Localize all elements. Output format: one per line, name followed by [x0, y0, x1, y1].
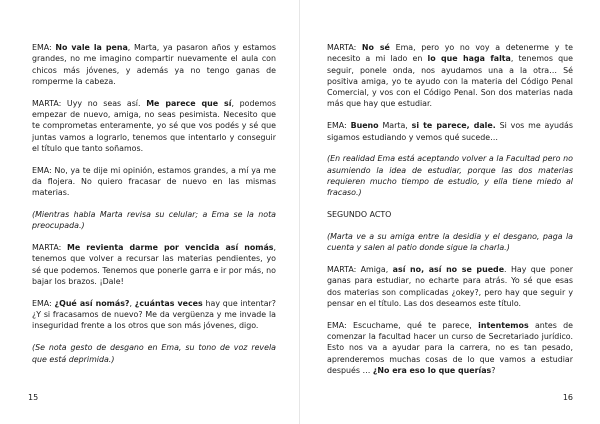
- paragraph: [327, 209, 573, 220]
- paragraph: [32, 209, 276, 232]
- text-run: EMA:: [32, 298, 55, 308]
- text-run: hay que intentar? ¿Y si fracasamos de nuevo? Me da vergüenza y me invade la inseguridad frente a los otros que son más jóvenes, digo.: [32, 298, 276, 331]
- stage-direction: (En realidad Ema está aceptando volver a la Facultad pero no asumiendo la idea de estudiar, porque las dos materias requieren mucho tiempo de estudio, y ella tiene miedo al fracaso.): [327, 154, 573, 198]
- right-page: [300, 0, 600, 424]
- text-run: MARTA:: [32, 243, 68, 253]
- stage-direction: (Mientras habla Marta revisa su celular; a Ema se la nota preocupada.): [32, 210, 276, 231]
- paragraph: [327, 153, 573, 198]
- text-run: ,: [129, 298, 135, 308]
- text-run: ?: [491, 365, 496, 375]
- paragraph: [32, 98, 276, 154]
- page-number-right: 16: [562, 393, 573, 402]
- paragraph: [327, 320, 573, 376]
- stage-direction: (Se nota gesto de desgano en Ema, su tono de voz revela que está deprimida.): [32, 343, 276, 364]
- page-number-left: 15: [28, 393, 39, 402]
- text-run: EMA: Escuchame, qué te parece,: [327, 320, 479, 330]
- text-run: antes de comenzar la facultad hacer un curso de Secretariado jurídico. Esto nos va a ayudar para la carrera, no es tan pesado, aprenderemos muchas cosas de lo que vamos a estudiar después …: [327, 320, 573, 375]
- paragraph: [32, 165, 276, 199]
- text-run: EMA:: [327, 121, 351, 131]
- text-run: SEGUNDO ACTO: [327, 210, 392, 220]
- paragraph: [327, 264, 573, 309]
- text-run: Ema, pero yo no voy a detenerme y te necesito a mi lado en: [327, 43, 573, 64]
- bold-text: así no, así no se puede: [392, 264, 505, 274]
- paragraph: [32, 242, 276, 287]
- bold-text: No vale la pena: [55, 43, 128, 52]
- text-run: MARTA: Uyy no seas así.: [32, 98, 147, 108]
- bold-text: Bueno: [350, 121, 379, 131]
- paragraph: [327, 231, 573, 254]
- paragraph: [32, 342, 276, 365]
- bold-text: si te parece, dale.: [411, 121, 496, 131]
- bold-text: ¿cuántas veces: [134, 298, 203, 308]
- text-run: , tenemos que seguir, ponele onda, nos ayudamos una a la otra… Sé positiva amiga, yo te ayudo con la materia del Código Penal Comercial, y vos con el Código Penal. Son dos materias nada más que hay que estudiar.: [327, 54, 573, 109]
- text-run: EMA: No, ya te dije mi opinión, estamos grandes, a mí ya me da flojera. No quiero fracasar de nuevo en las mismas materias.: [32, 165, 276, 198]
- text-run: MARTA: Amiga,: [327, 264, 393, 274]
- bold-text: ¿Qué así nomás?: [54, 298, 130, 308]
- paragraph: [327, 42, 573, 110]
- bold-text: No sé: [361, 43, 390, 52]
- paragraph: [32, 298, 276, 332]
- paragraph: [327, 120, 573, 143]
- bold-text: Me parece que sí: [146, 98, 232, 108]
- text-run: EMA:: [32, 43, 56, 52]
- paragraph: [32, 42, 276, 87]
- left-page-text: [32, 42, 276, 375]
- bold-text: ¿No era eso lo que querías: [372, 365, 492, 375]
- text-run: MARTA:: [327, 43, 362, 52]
- text-run: Marta,: [378, 121, 412, 131]
- text-run: , Marta, ya pasaron años y estamos grandes, no me imagino compartir nuevamente el aula con chicos más jóvenes, y además ya no tengo ganas de romperme la cabeza.: [32, 43, 276, 86]
- bold-text: Me revienta darme por vencida así nomás: [67, 243, 274, 253]
- right-page-text: [327, 42, 573, 387]
- bold-text: lo que haga falta: [427, 54, 511, 64]
- text-run: , tenemos que volver a recursar las materias pendientes, yo sé que podemos. Tenemos que ponerle garra e ir por más, no bajar los brazos. ¡Dale!: [32, 243, 277, 287]
- text-run: Si vos me ayudás sigamos estudiando y vemos qué sucede…: [327, 121, 573, 142]
- text-run: , podemos empezar de nuevo, amiga, no seas pesimista. Necesito que te comprometas enteramente, yo sé que vos podés y sé que juntas vamos a lograrlo, tenemos que intentarlo y conseguir el título que tanto soñamos.: [32, 98, 276, 153]
- text-run: . Hay que poner ganas para estudiar, no echarte para atrás. Yo sé que esas dos materias son complicadas ¿okey?, pero hay que seguir y pensar en el título. Las dos deseamos este título.: [327, 264, 573, 308]
- stage-direction: (Marta ve a su amiga entre la desidia y el desgano, paga la cuenta y salen al patio donde sigue la charla.): [327, 231, 573, 253]
- bold-text: intentemos: [478, 320, 529, 330]
